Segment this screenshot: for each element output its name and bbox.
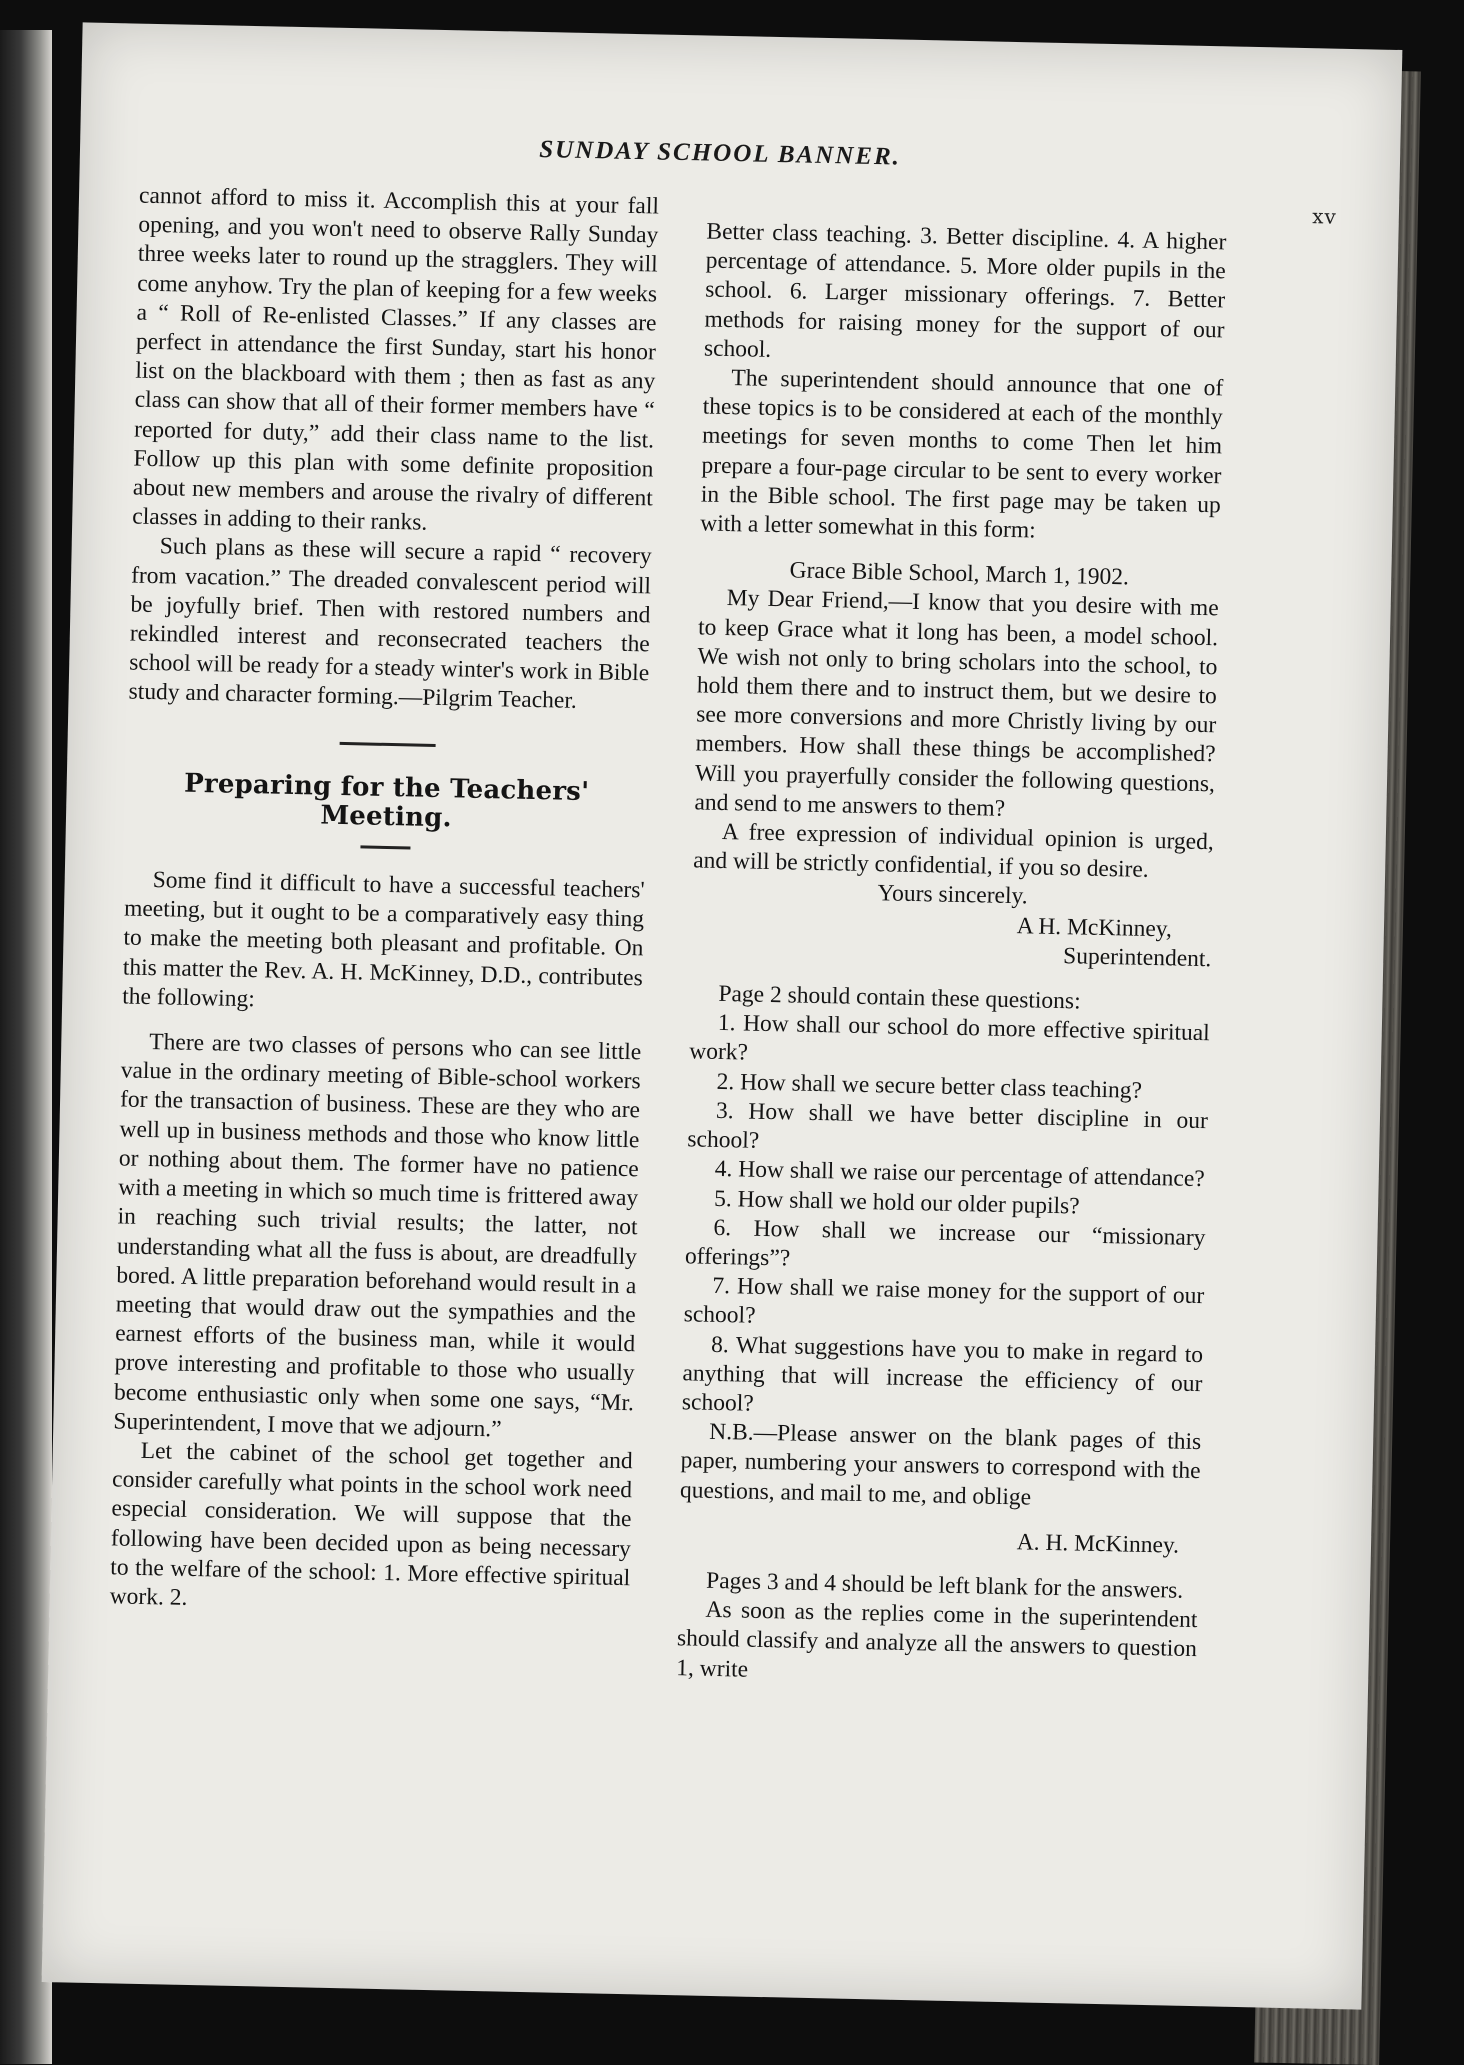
- page-number: xv: [1312, 204, 1338, 229]
- article-heading: Preparing for the Teachers' Meeting.: [183, 768, 590, 834]
- question-item: 8. What suggestions have you to make in regard to anything that will increase the efficiency of our school?: [681, 1331, 1204, 1417]
- page2-intro: Page 2 should contain these questions:: [718, 981, 1081, 1015]
- nb-signature: A. H. McKinney.: [1016, 1529, 1180, 1559]
- question-item: 7. How shall we raise money for the support of our school?: [683, 1272, 1205, 1330]
- letter-closing: Yours sincerely.: [877, 880, 1028, 910]
- letter-signature-name: A H. McKinney,: [1016, 912, 1173, 943]
- question-item: 6. How shall we increase our “missionary offerings”?: [684, 1214, 1206, 1272]
- heading-divider: [360, 845, 410, 849]
- question-item: 2. How shall we secure better class teaching?: [716, 1068, 1143, 1104]
- right-column: [676, 218, 1227, 1694]
- article-paragraph: There are two classes of persons who can see little value in the ordinary meeting of Bible-school workers for the transaction of business. These are they who are well up in business methods and those who know little or nothing about them. The former have no patience with a meeting in which so much time is frittered away in reaching such trivial results; the latter, not understanding what all the fuss is about, are dreadfully bored. A little preparation beforehand would result in a meeting that would draw out the sympathies and the earnest efforts of the business man, while it would prove interesting and profitable to those who usually become enthusiastic only when some one says, “Mr. Superintendent, I move that we adjourn.”: [113, 1029, 642, 1443]
- article-paragraph: Pages 3 and 4 should be left blank for the answers.: [705, 1567, 1184, 1604]
- letter-signature-title: Superintendent.: [1062, 943, 1212, 973]
- letter-dateline: Grace Bible School, March 1, 1902.: [789, 557, 1130, 591]
- article-paragraph: Better class teaching. 3. Better discipline. 4. A higher percentage of attendance. 5. More older pupils in the school. 6. Larger missionary offerings. 7. Better methods for raising money for the support of our school.: [703, 218, 1227, 363]
- question-item: 3. How shall we have better discipline in our school?: [687, 1097, 1209, 1154]
- question-item: 5. How shall we hold our older pupils?: [713, 1185, 1080, 1220]
- book-page: [42, 22, 1403, 2009]
- left-column: [109, 182, 659, 1623]
- intro-paragraph: Such plans as these will secure a rapid “ recovery from vacation.” The dreaded convalescent period will be joyfully brief. Then with restored numbers and rekindled interest and reconsecrated teachers the school will be ready for a steady winter's work in Bible study and character forming.—Pilgrim Teacher.: [128, 533, 652, 715]
- letter-note: A free expression of individual opinion is urged, and will be strictly confidential, if you so desire.: [692, 819, 1215, 884]
- question-item: 1. How shall our school do more effective spiritual work?: [688, 1010, 1211, 1067]
- running-head: SUNDAY SCHOOL BANNER.: [538, 135, 902, 171]
- section-divider: [340, 742, 436, 747]
- book-spine-shadow: [0, 30, 52, 2064]
- nb-paragraph: N.B.—Please answer on the blank pages of this paper, numbering your answers to correspond with the questions, and mail to me, and oblige: [679, 1418, 1202, 1511]
- article-paragraph: Let the cabinet of the school get together and consider carefully what points in the school work need especial consideration. We will suppose that the following have been decided upon as being necessary to the welfare of the school: 1. More effective spiritual work. 2.: [109, 1437, 633, 1611]
- question-item: 4. How shall we raise our percentage of attendance?: [714, 1156, 1205, 1193]
- article-paragraph: The superintendent should announce that one of these topics is to be considered at each of the monthly meetings for seven months to come Then let him prepare a four-page circular to be sent to every worker in the Bible school. The first page may be taken up with a letter somewhat in this form:: [700, 365, 1224, 544]
- letter-body: My Dear Friend,—I know that you desire with me to keep Grace what it long has been, a model school. We wish not only to bring scholars into the school, to hold them there and to instruct them, but we desire to see more conversions and more Christly living by our members. How shall these things be accomplished? Will you prayerfully consider the following questions, and send to me answers to them?: [694, 585, 1219, 822]
- intro-paragraph: cannot afford to miss it. Accomplish this at your fall opening, and you won't need to observe Rally Sunday three weeks later to round up the stragglers. They will come anyhow. Try the plan of keeping for a few weeks a “ Roll of Re-enlisted Classes.” If any classes are perfect in attendance the first Sunday, start his honor list on the blackboard with them ; then as fast as any class can show that all of their former members have “ reported for duty,” add their class name to the list. Follow up this plan with some definite proposition about new members and arouse the rivalry of different classes in adding to their ranks.: [132, 182, 660, 536]
- article-paragraph: As soon as the replies come in the superintendent should classify and analyze all the answers to question 1, write: [676, 1596, 1198, 1683]
- letter-signature-block: [691, 876, 1213, 974]
- article-paragraph: Some find it difficult to have a successful teachers' meeting, but it ought to be a comparatively easy thing to make the meeting both pleasant and profitable. On this matter the Rev. A. H. McKinney, D.D., contributes the following:: [122, 867, 645, 1013]
